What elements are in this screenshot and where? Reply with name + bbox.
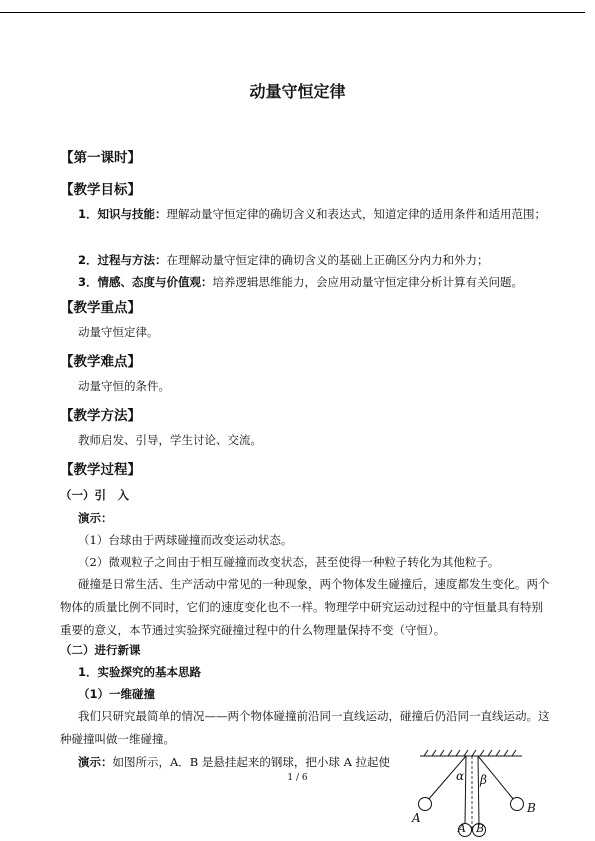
intro-heading: （一）引 入 [60, 488, 129, 502]
ball-b-raised [511, 798, 524, 811]
intro-item-1: （1）台球由于两球碰撞而改变运动状态。 [78, 533, 293, 547]
pendulum-strings [428, 756, 514, 824]
pendulum-figure [410, 748, 560, 841]
key-text: 动量守恒定律。 [78, 325, 159, 339]
newlesson-demo-text: 如图所示，A．B 是悬挂起来的钢球，把小球 A 拉起使 [112, 755, 391, 769]
header-rule [0, 12, 585, 13]
section-process: 【教学过程】 [60, 462, 141, 478]
section-key: 【教学重点】 [60, 300, 141, 316]
label-a-left: A [412, 811, 421, 825]
section-difficulty: 【教学难点】 [60, 354, 141, 370]
page-number: 1 / 6 [287, 773, 308, 783]
section-lesson1: 【第一课时】 [60, 150, 141, 166]
goal-1 [60, 203, 550, 226]
newlesson-sub1a: （1）一维碰撞 [78, 687, 156, 701]
intro-item-2: （2）微观粒子之间由于相互碰撞而改变状态，甚至使得一种粒子转化为其他粒子。 [78, 555, 500, 569]
newlesson-demo [78, 754, 390, 770]
newlesson-heading: （二）进行新课 [60, 643, 141, 657]
section-method: 【教学方法】 [60, 408, 141, 424]
label-b: B [476, 822, 485, 835]
label-a: A [458, 822, 466, 835]
goal-3-text: 培养逻辑思维能力，会应用动量守恒定律分析计算有关问题。 [212, 275, 524, 289]
angle-beta-label: β [480, 773, 487, 787]
angle-alpha-label: α [456, 769, 465, 783]
goal-2 [60, 249, 550, 272]
goal-3-label: 3．情感、态度与价值观： [78, 275, 213, 289]
method-text: 教师启发、引导，学生讨论、交流。 [78, 433, 262, 447]
goal-2-label: 2．过程与方法： [78, 253, 167, 267]
goal-2-text: 在理解动量守恒定律的确切含义的基础上正确区分内力和外力； [166, 253, 489, 267]
page-title: 动量守恒定律 [249, 82, 346, 101]
section-goals: 【教学目标】 [60, 182, 141, 198]
ceiling-hatch [420, 750, 522, 756]
newlesson-paragraph: 我们只研究最简单的情况——两个物体碰撞前沿同一直线运动，碰撞后仍沿同一直线运动。这种碰撞叫做一维碰撞。 [60, 709, 550, 746]
goal-1-text: 理解动量守恒定律的确切含义和表达式，知道定律的适用条件和适用范围； [166, 207, 547, 221]
intro-demo-label: 演示： [78, 511, 113, 525]
steel-balls [419, 798, 524, 837]
label-b-right: B [527, 801, 536, 815]
intro-paragraph: 碰撞是日常生活、生产活动中常见的一种现象，两个物体发生碰撞后，速度都发生变化。两个物体的质量比例不同时，它们的速度变化也不一样。物理学中研究运动过程中的守恒量具有特别重要的意义，本节通过实验探究碰撞过程中的什么物理量保持不变（守恒）。 [60, 577, 550, 637]
ball-a-raised [419, 798, 432, 811]
difficulty-text: 动量守恒的条件。 [78, 379, 170, 393]
goal-3 [60, 271, 550, 294]
goal-1-label: 1．知识与技能： [78, 207, 167, 221]
newlesson-demo-label: 演示： [78, 755, 113, 769]
newlesson-sub1: 1．实验探究的基本思路 [78, 665, 202, 679]
